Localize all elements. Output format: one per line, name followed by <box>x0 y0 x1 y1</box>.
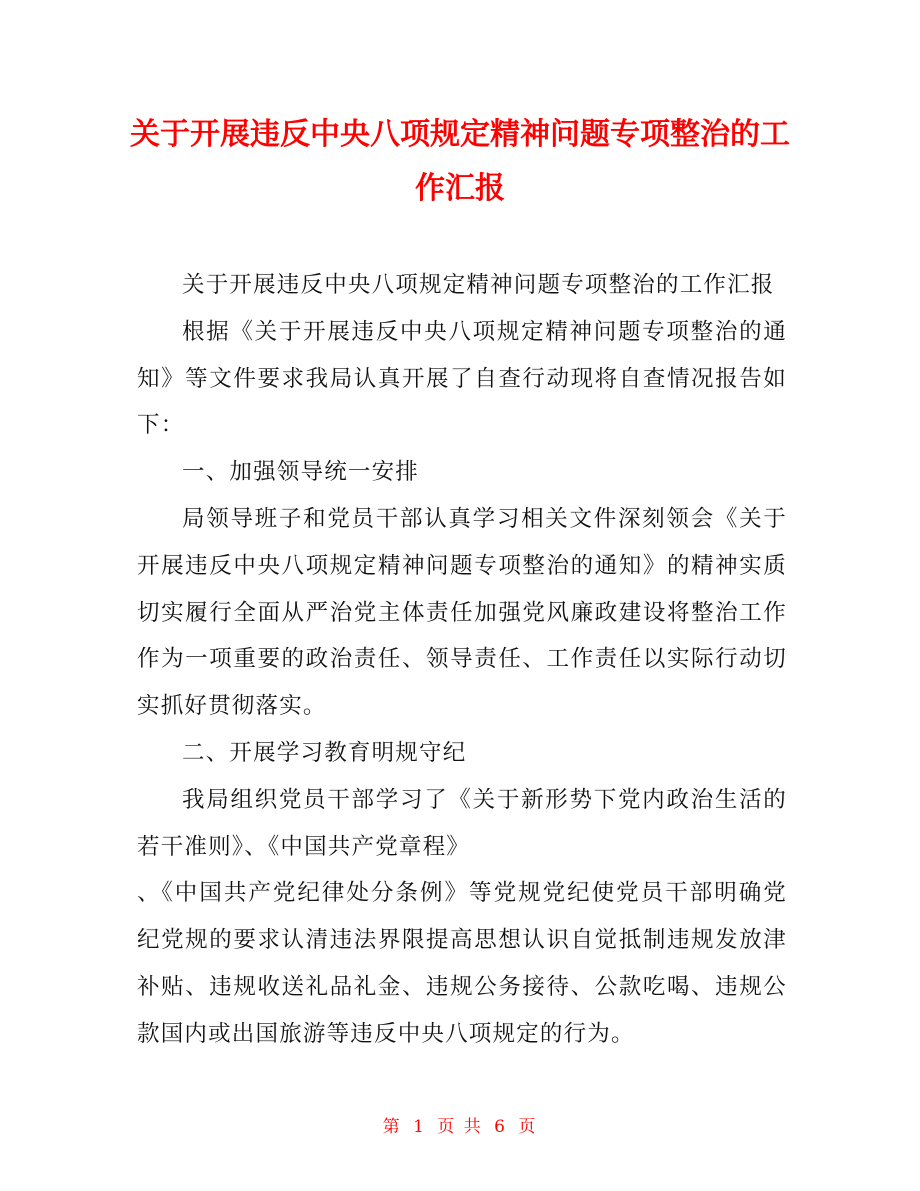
page-footer <box>0 1112 920 1137</box>
paragraph-section-2b: 、《中国共产党纪律处分条例》等党规党纪使党员干部明确党纪党规的要求认清违法界限提高思想认识自觉抵制违规发放津补贴、违规收送礼品礼金、违规公务接待、公款吃喝、违规公款国内或出国旅游等违反中央八项规定的行为。 <box>137 880 787 1047</box>
footer-suffix: 页 <box>518 1117 538 1137</box>
document-title: 关于开展违反中央八项规定精神问题专项整治的工作汇报 <box>130 117 790 206</box>
paragraph-intro: 根据《关于开展违反中央八项规定精神问题专项整治的通知》等文件要求我局认真开展了自查行动现将自查情况报告如下： <box>137 318 787 439</box>
document-body <box>137 262 787 1058</box>
paragraph-section-1: 局领导班子和党员干部认真学习相关文件深刻领会《关于开展违反中央八项规定精神问题专项整治的通知》的精神实质切实履行全面从严治党主体责任加强党风廉政建设将整治工作作为一项重要的政治责任、领导责任、工作责任以实际行动切实抓好贯彻落实。 <box>137 505 787 720</box>
section-heading-2: 二、开展学习教育明规守纪 <box>182 739 467 766</box>
paragraph-heading-repeat: 关于开展违反中央八项规定精神问题专项整治的工作汇报 <box>182 272 775 298</box>
paragraph-section-2a: 我局组织党员干部学习了《关于新形势下党内政治生活的若干准则》、《中国共产党章程》 <box>137 786 787 860</box>
footer-page-number: 1 <box>413 1117 426 1137</box>
footer-total-pages: 6 <box>494 1117 507 1137</box>
section-heading-1: 一、加强领导统一安排 <box>182 459 420 486</box>
footer-prefix: 第 <box>382 1117 402 1137</box>
footer-middle: 页 共 <box>437 1117 483 1137</box>
